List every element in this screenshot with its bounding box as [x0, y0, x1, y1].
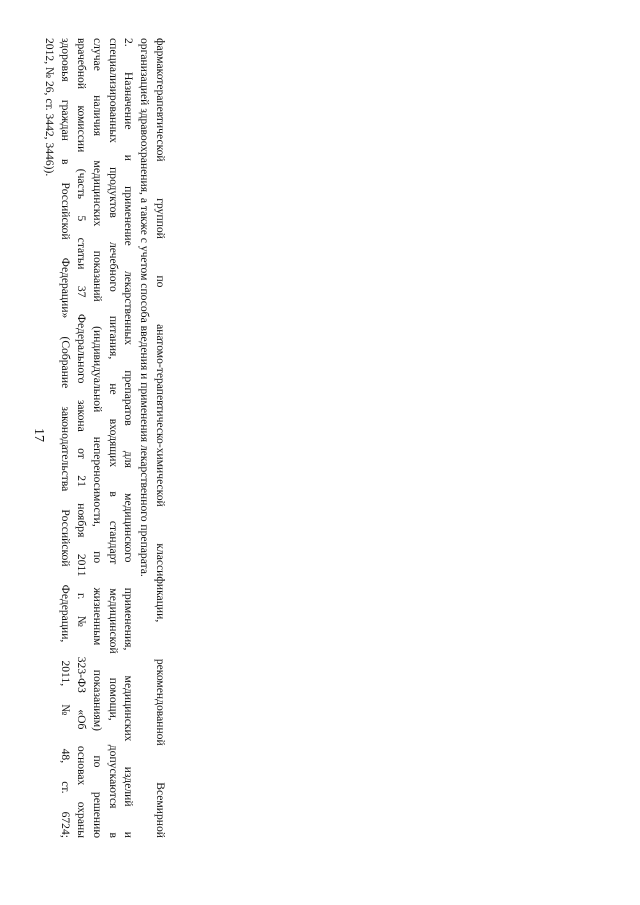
text-line: врачебной комиссии (часть 5 статьи 37 Федерального закона от 21 ноября 2011 г. № 323-ФЗ «Об основах охраны [75, 38, 89, 838]
document-text-block [43, 38, 168, 838]
text-line: фармакотерапевтической группой по анатомо-терапевтическо-химической классификации, рекомендованной Всемирной [154, 38, 167, 838]
page-number-text: 17 [31, 428, 46, 442]
document-body [43, 38, 168, 848]
text-line: организацией здравоохранения, а также с учетом способа введения и применения лекарственного препарата. [138, 38, 152, 577]
text-line: 2012, № 26, ст. 3442, 3446)). [43, 38, 57, 177]
text-line: 2. Назначение и применение лекарственных препаратов для медицинского применения, медицинских изделий и [122, 38, 136, 838]
text-line: здоровья граждан в Российской Федерации» (Собрание законодательства Российской Федерации, 2011, № 48, ст. 6724; [59, 38, 73, 838]
text-line: специализированных продуктов лечебного питания, не входящих в стандарт медицинской помощи, допускаются в [106, 38, 120, 838]
text-line: случае наличия медицинских показаний (индивидуальной непереносимости, по жизненным показаниям) по решению [90, 38, 104, 838]
